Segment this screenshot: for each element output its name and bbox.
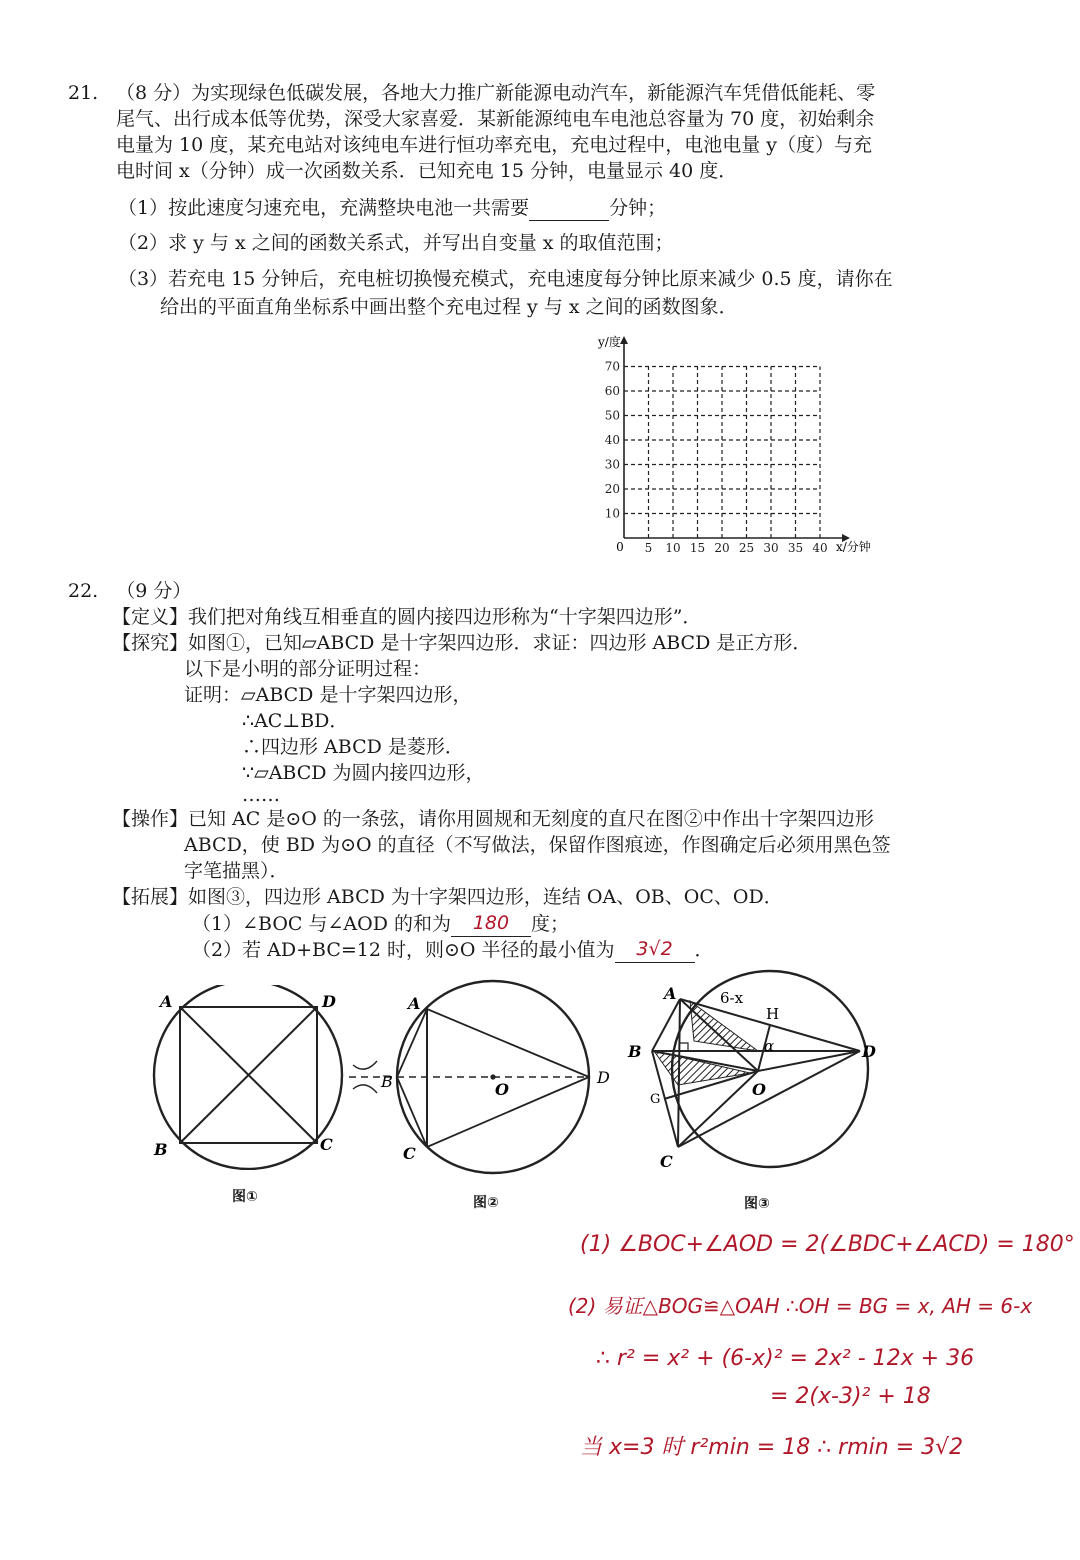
y-tick-label: 70 xyxy=(604,359,620,374)
fig2-side-ab xyxy=(397,1009,427,1077)
handwriting-line-4: = 2(x-3)² + 18 xyxy=(770,1384,931,1409)
x-tick-label: 10 xyxy=(665,541,681,555)
fig1-label-a: A xyxy=(160,992,173,1011)
q21-intro-line-1: （8 分）为实现绿色低碳发展，各地大力推广新能源电动汽车，新能源汽车凭借低能耗、零 xyxy=(116,82,876,104)
q21-intro-line-4: 电时间 x（分钟）成一次函数关系．已知充电 15 分钟，电量显示 40 度． xyxy=(116,160,738,182)
x-tick-label: 35 xyxy=(787,541,804,555)
y-tick-label: 20 xyxy=(604,482,620,496)
q22-proof-5: …… xyxy=(242,784,280,806)
fig3-label-a: A xyxy=(664,984,677,1003)
figure-1 xyxy=(140,985,360,1170)
x-tick-label: 40 xyxy=(812,541,828,555)
q22-proof-intro: 以下是小明的部分证明过程： xyxy=(184,658,432,680)
q22-extend-part-2 xyxy=(192,936,714,963)
y-tick-label: 30 xyxy=(604,457,620,472)
q22-proof-2: ∴AC⊥BD． xyxy=(242,710,349,732)
q21-part-3-line-2: 给出的平面直角坐标系中画出整个充电过程 y 与 x 之间的函数图象． xyxy=(160,296,738,318)
fig2-label-a: A xyxy=(408,994,421,1013)
y-axis-arrow xyxy=(620,336,628,344)
fig3-label-segment: 6-x xyxy=(720,989,744,1007)
q22-extend-part-1-blank[interactable] xyxy=(451,910,531,937)
fig3-label-d: D xyxy=(862,1042,876,1061)
fig2-label-o: O xyxy=(495,1080,509,1099)
x-tick-label: 5 xyxy=(644,541,653,555)
q22-operate-line-3: 字笔描黑）． xyxy=(184,860,289,882)
fig3-caption: 图③ xyxy=(744,1196,770,1212)
q21-part-1 xyxy=(118,194,666,221)
q22-score: （9 分） xyxy=(116,580,192,602)
q22-extend-part-2-end: ． xyxy=(694,939,714,961)
fig3-shaded-triangle-2 xyxy=(654,1051,750,1085)
fig2-compass-arc-2 xyxy=(353,1085,377,1093)
fig1-label-c: C xyxy=(320,1135,333,1154)
q22-extend-part-2-blank[interactable] xyxy=(615,936,695,963)
q21-part-1-text: （1）按此速度匀速充电，充满整块电池一共需要 xyxy=(118,197,530,219)
q22-extend-part-1 xyxy=(192,910,569,937)
q22-extend-part-2-answer: 3√2 xyxy=(636,938,673,960)
fig3-label-h: H xyxy=(766,1005,780,1023)
q21-part-1-blank[interactable] xyxy=(529,194,609,221)
q22-extend-part-1-text: （1）∠BOC 与∠AOD 的和为 xyxy=(192,913,451,935)
origin-label: 0 xyxy=(616,540,624,554)
q21-part-1-unit: 分钟； xyxy=(609,197,667,219)
fig3-shaded-triangle-1 xyxy=(690,1001,758,1051)
q22-definition: 【定义】我们把对角线互相垂直的圆内接四边形称为“十字架四边形”． xyxy=(112,606,702,628)
y-tick-label: 50 xyxy=(604,408,620,423)
fig3-label-b: B xyxy=(628,1042,642,1061)
q22-proof-3: ∴四边形 ABCD 是菱形． xyxy=(242,736,464,758)
handwriting-line-5: 当 x=3 时 r²min = 18 ∴ rmin = 3√2 xyxy=(580,1435,964,1460)
q22-operate-line-1: 【操作】已知 AC 是⊙O 的一条弦，请你用圆规和无刻度的直尺在图②中作出十字架四边形 xyxy=(112,808,874,830)
x-tick-label: 30 xyxy=(763,541,779,555)
handwriting-line-3: ∴ r² = x² + (6-x)² = 2x² - 12x + 36 xyxy=(596,1346,975,1371)
q22-number: 22. xyxy=(68,580,99,602)
q22-explore: 【探究】如图①，已知▱ABCD 是十字架四边形．求证：四边形 ABCD 是正方形． xyxy=(112,632,812,654)
fig2-center-point xyxy=(490,1074,495,1079)
handwriting-line-1: (1) ∠BOC+∠AOD = 2(∠BDC+∠ACD) = 180° xyxy=(580,1232,1075,1257)
fig3-label-c: C xyxy=(660,1152,673,1171)
q21-number: 21. xyxy=(68,82,99,104)
y-tick-label: 10 xyxy=(604,506,620,521)
q21-intro-line-2: 尾气、出行成本低等优势，深受大家喜爱．某新能源纯电车电池总容量为 70 度，初始剩余 xyxy=(116,108,875,130)
fig2-side-ad xyxy=(427,1009,589,1077)
q21-part-2: （2）求 y 与 x 之间的函数关系式，并写出自变量 x 的取值范围； xyxy=(118,232,674,254)
q22-extend: 【拓展】如图③，四边形 ABCD 为十字架四边形，连结 OA、OB、OC、OD． xyxy=(112,886,783,908)
y-tick-label: 60 xyxy=(604,384,620,398)
fig3-right-angle-mark xyxy=(680,1043,688,1051)
q22-extend-part-1-answer: 180 xyxy=(472,912,510,934)
q22-proof-4: ∵▱ABCD 为圆内接四边形， xyxy=(242,762,485,784)
coordinate-grid xyxy=(590,328,890,563)
x-tick-label: 20 xyxy=(714,541,730,555)
x-axis-label: x/分钟 xyxy=(836,540,871,554)
fig3-label-g: G xyxy=(650,1092,661,1107)
fig2-label-b: B xyxy=(381,1072,393,1091)
fig2-caption: 图② xyxy=(473,1195,499,1211)
fig1-label-b: B xyxy=(154,1140,168,1159)
q22-extend-part-1-unit: 度； xyxy=(530,913,569,935)
q21-intro-line-3: 电量为 10 度，某充电站对该纯电车进行恒功率充电，充电过程中，电池电量 y（度）与充 xyxy=(116,134,873,156)
figure-2 xyxy=(345,975,615,1175)
fig3-diagonal-ac xyxy=(678,999,680,1147)
fig2-label-d: D xyxy=(597,1068,610,1087)
q22-header xyxy=(68,578,191,604)
q22-extend-part-2-text: （2）若 AD+BC=12 时，则⊙O 半径的最小值为 xyxy=(192,939,615,961)
x-tick-label: 15 xyxy=(689,541,706,555)
handwriting-line-2: (2) 易证△BOG≌△OAH ∴OH = BG = x, AH = 6-x xyxy=(568,1294,1033,1318)
q21-part-3-line-1: （3）若充电 15 分钟后，充电桩切换慢充模式，充电速度每分钟比原来减少 0.5 度，请你在 xyxy=(118,268,893,290)
q22-operate-line-2: ABCD，使 BD 为⊙O 的直径（不写做法，保留作图痕迹，作图确定后必须用黑色签 xyxy=(184,834,891,856)
q22-proof-1: 证明：▱ABCD 是十字架四边形， xyxy=(184,684,472,706)
fig3-label-o: O xyxy=(752,1080,766,1099)
fig1-caption: 图① xyxy=(232,1189,258,1205)
y-tick-label: 40 xyxy=(604,433,620,447)
x-tick-label: 25 xyxy=(738,541,755,555)
figure-3 xyxy=(618,965,888,1190)
fig2-label-c: C xyxy=(403,1144,416,1163)
fig2-compass-arc-1 xyxy=(353,1061,377,1069)
fig3-label-alpha: α xyxy=(764,1037,775,1055)
y-axis-label: y/度 xyxy=(598,335,621,349)
fig2-side-bc xyxy=(397,1077,427,1147)
fig1-label-d: D xyxy=(322,992,336,1011)
